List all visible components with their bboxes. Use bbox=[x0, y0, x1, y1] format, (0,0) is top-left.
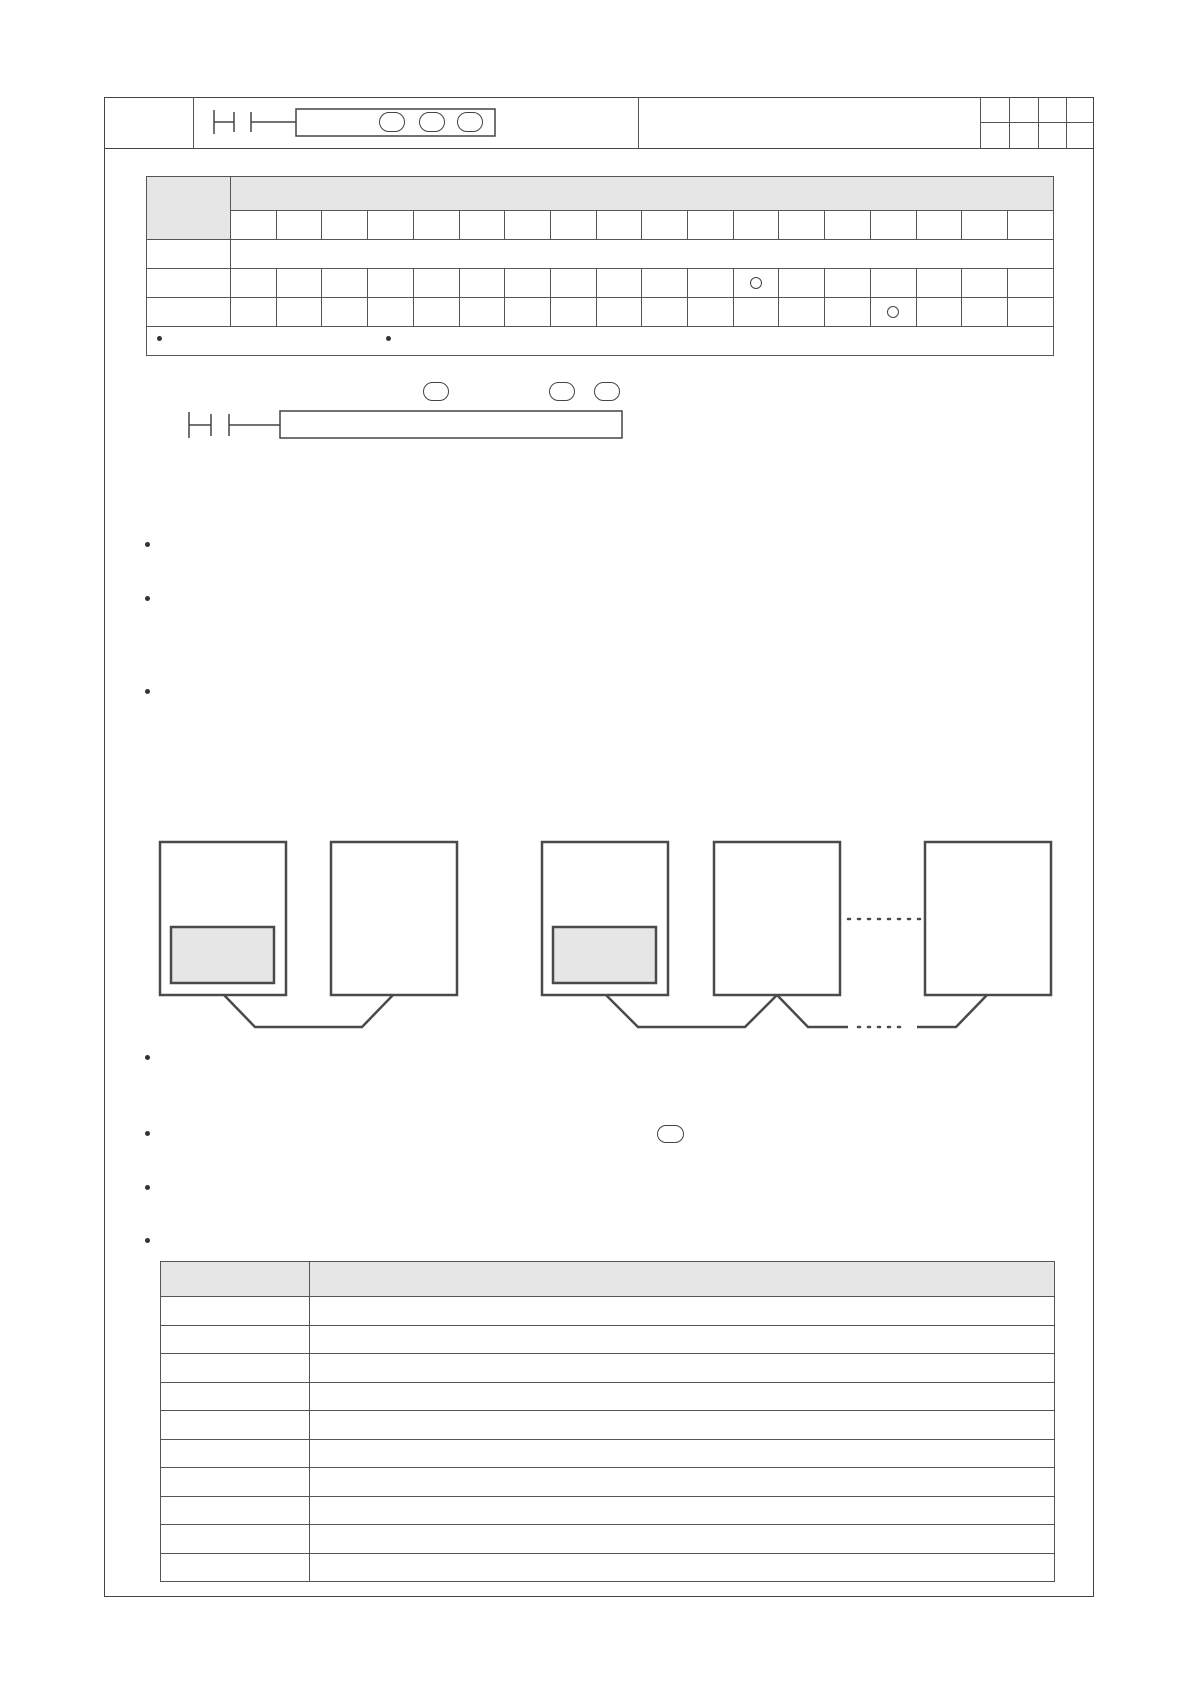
table-cell bbox=[161, 1354, 310, 1383]
table-cell bbox=[161, 1553, 310, 1582]
table-cell bbox=[161, 1496, 310, 1525]
table-cell bbox=[310, 1325, 1055, 1354]
table-cell bbox=[161, 1439, 310, 1468]
code-table-header bbox=[310, 1262, 1055, 1297]
table-cell bbox=[161, 1468, 310, 1497]
table-cell bbox=[310, 1411, 1055, 1440]
bullet bbox=[145, 1238, 150, 1243]
table-cell bbox=[310, 1553, 1055, 1582]
table-cell bbox=[310, 1382, 1055, 1411]
table-cell bbox=[161, 1382, 310, 1411]
table-cell bbox=[310, 1297, 1055, 1326]
table-cell bbox=[310, 1439, 1055, 1468]
table-cell bbox=[161, 1297, 310, 1326]
bullet bbox=[145, 1055, 150, 1060]
operand-oval bbox=[657, 1125, 684, 1143]
table-cell bbox=[161, 1411, 310, 1440]
table-cell bbox=[161, 1525, 310, 1554]
table-cell bbox=[310, 1354, 1055, 1383]
table-cell bbox=[310, 1496, 1055, 1525]
code-table-header bbox=[161, 1262, 310, 1297]
table-cell bbox=[310, 1525, 1055, 1554]
code-table bbox=[160, 1261, 1055, 1582]
table-cell bbox=[161, 1325, 310, 1354]
bullet bbox=[145, 1185, 150, 1190]
table-cell bbox=[310, 1468, 1055, 1497]
bullet bbox=[145, 1131, 150, 1136]
